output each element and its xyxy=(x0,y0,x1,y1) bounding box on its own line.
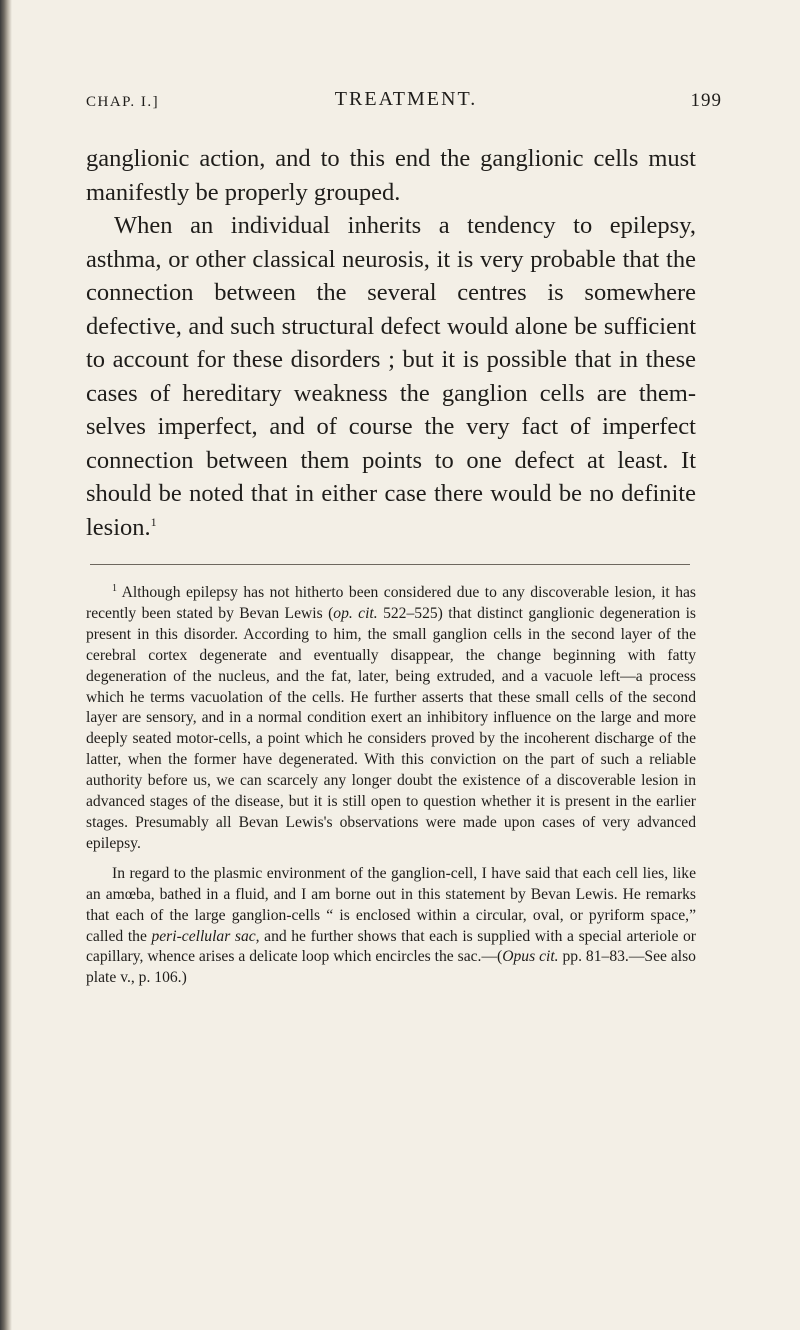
book-page xyxy=(56,88,756,989)
chapter-label: CHAP. I.] xyxy=(86,94,160,110)
footnote-2-part-a: In regard to the plasmic environment of the ganglion-cell, I have said that each cell lies, like an amœba, bathed in a fluid, and I am borne out in this statement by Bevan Lewis. He remarks that each of the large ganglion-cells “ is enclosed within a circular, oval, or pyriform space,” called the xyxy=(86,864,696,945)
footnote-1-part-a: Although epilepsy has not hitherto been considered due to any discoverable lesion, it has recently been stated by Bevan Lewis ( xyxy=(86,584,696,622)
footnote-1 xyxy=(86,583,696,855)
footnote-1-citation: op. cit. xyxy=(333,604,378,622)
footnotes xyxy=(86,583,696,989)
footnote-marker: 1 xyxy=(112,582,117,594)
footnote-2-part-c: pp. 81–83.—See also plate v., p. 106.) xyxy=(86,948,696,987)
footnote-2-part-b: and he further shows that each is supplied with a special arteriole or capillary, whence arises a delicate loop which encircles the sac.—( xyxy=(86,927,696,966)
page-number: 199 xyxy=(690,90,722,111)
footnote-1-part-b: 522–525) that distinct ganglionic degeneration is present in this disorder. According to him, the small ganglion cells in the second layer of the cerebral cortex degenerate and eventually disappear, the change beginning with fatty degeneration of the nucleus, and the fat, later, being extruded, and a vacuole left—a process which he terms vacuolation of the cells. He further asserts that these small cells of the second layer are sensory, and in a normal condition exert an inhibitory influence on the large and more deeply seated motor-cells, a point which he considers proved by the incoherent discharge of the latter, when the former have degenerated. With this conviction on the part of such a reliable authority before us, we can scarcely any longer doubt the existence of a discoverable lesion in advanced stages of the disease, but it is still open to question whether it is present in the earlier stages. Presumably all Bevan Lewis's observations were made upon cases of very advanced epilepsy. xyxy=(86,604,696,852)
paragraph-neurosis xyxy=(86,209,696,544)
page-title: TREATMENT. xyxy=(334,88,478,110)
footnote-2 xyxy=(86,864,696,989)
running-head xyxy=(56,88,756,128)
footnote-2-term: peri-cellular sac, xyxy=(151,927,260,945)
paragraph-neurosis-text: When an individual inherits a tendency to epilepsy, asthma, or other classical neurosis, it is very probable that the connection between the several centres is somewhere defective, and such structural defect would alone be sufficient to account for these disorders ; but it is possible that in these cases of hereditary weakness the ganglion cells are themselves imperfect, and of course the very fact of imperfect connection between them points to one defect at least. It should be noted that in either case there would be no definite lesion. xyxy=(86,212,696,541)
main-text xyxy=(86,142,696,544)
paragraph-continued: ganglionic action, and to this end the ganglionic cells must manifestly be properly grouped. xyxy=(86,145,696,206)
binding-edge xyxy=(0,0,12,1330)
footnote-divider xyxy=(90,564,690,565)
footnote-reference: 1 xyxy=(150,514,157,529)
footnote-2-citation: Opus cit. xyxy=(502,948,559,966)
